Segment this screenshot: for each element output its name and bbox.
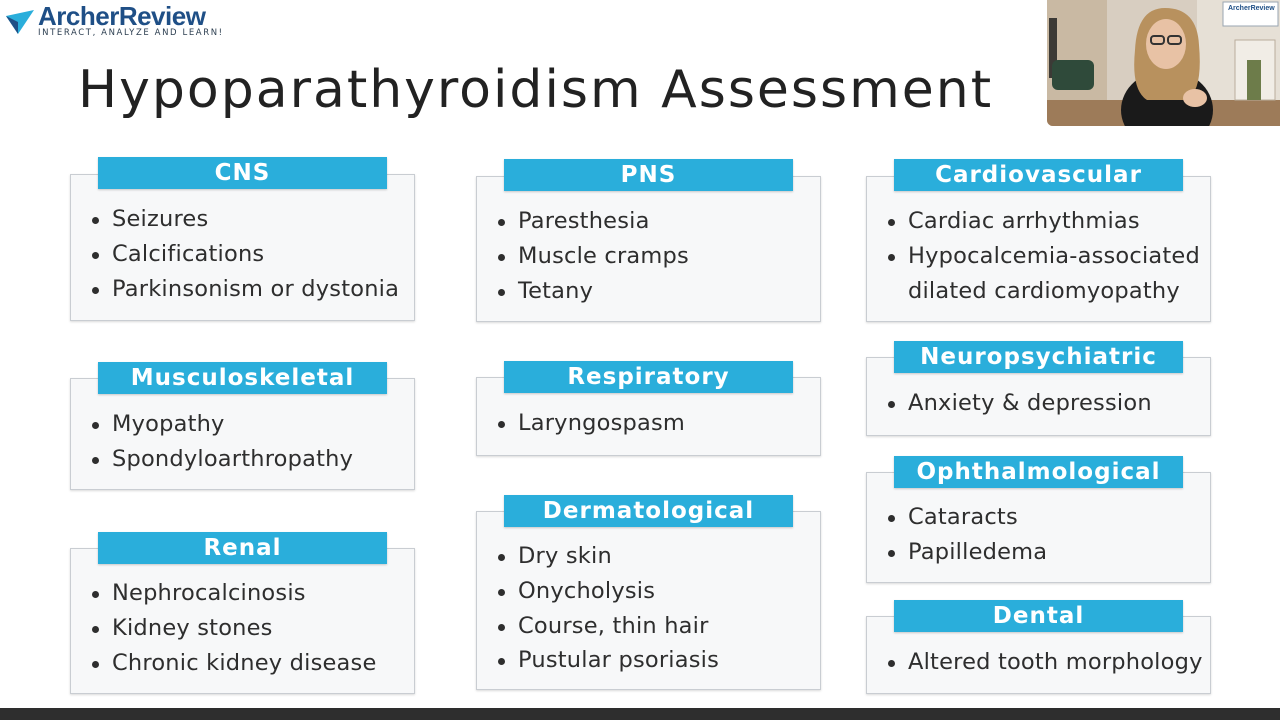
card-list-dental xyxy=(886,645,1203,680)
webcam-logo-text: ArcherReview xyxy=(1228,5,1275,12)
card-title-respiratory: Respiratory xyxy=(504,361,793,393)
list-item: Nephrocalcinosis xyxy=(90,576,377,611)
list-item: Tetany xyxy=(496,274,689,309)
list-item: Chronic kidney disease xyxy=(90,646,377,681)
card-list-dermatological xyxy=(496,539,719,678)
list-item: Spondyloarthropathy xyxy=(90,442,353,477)
card-list-musculoskeletal xyxy=(90,407,353,477)
card-title-dermatological: Dermatological xyxy=(504,495,793,527)
card-list-respiratory xyxy=(496,406,685,441)
card-list-neuropsychiatric xyxy=(886,386,1152,421)
list-item: Laryngospasm xyxy=(496,406,685,441)
list-item: Paresthesia xyxy=(496,204,689,239)
slide-title: Hypoparathyroidism Assessment xyxy=(78,60,994,120)
presenter-webcam xyxy=(1047,0,1280,126)
card-title-neuropsychiatric: Neuropsychiatric xyxy=(894,341,1183,373)
list-item: Anxiety & depression xyxy=(886,386,1152,421)
list-item: Onycholysis xyxy=(496,574,719,609)
list-item: Cardiac arrhythmias xyxy=(886,204,1200,239)
list-item: Kidney stones xyxy=(90,611,377,646)
card-list-pns xyxy=(496,204,689,308)
presenter-video-icon xyxy=(1047,0,1280,126)
list-item: Altered tooth morphology xyxy=(886,645,1203,680)
card-list-ophthalmological xyxy=(886,500,1047,570)
card-title-ophthalmological: Ophthalmological xyxy=(894,456,1183,488)
card-title-renal: Renal xyxy=(98,532,387,564)
card-title-dental: Dental xyxy=(894,600,1183,632)
card-list-renal xyxy=(90,576,377,680)
bottom-bar xyxy=(0,708,1280,720)
list-item: Cataracts xyxy=(886,500,1047,535)
list-item: Seizures xyxy=(90,202,399,237)
list-item: Muscle cramps xyxy=(496,239,689,274)
list-item: Parkinsonism or dystonia xyxy=(90,272,399,307)
list-item: dilated cardiomyopathy xyxy=(908,277,1180,304)
card-list-cns xyxy=(90,202,399,306)
archer-review-logo xyxy=(2,0,224,44)
list-item: Hypocalcemia-associated xyxy=(886,239,1200,274)
card-list-cardiovascular xyxy=(886,204,1200,308)
list-item: Dry skin xyxy=(496,539,719,574)
logo-brand-text: ArcherReview xyxy=(38,1,206,31)
list-item: Myopathy xyxy=(90,407,353,442)
list-item: Pustular psoriasis xyxy=(496,643,719,678)
logo-tagline: INTERACT, ANALYZE AND LEARN! xyxy=(38,28,224,38)
card-title-pns: PNS xyxy=(504,159,793,191)
list-item: Papilledema xyxy=(886,535,1047,570)
card-title-musculoskeletal: Musculoskeletal xyxy=(98,362,387,394)
list-item: Calcifications xyxy=(90,237,399,272)
card-title-cardiovascular: Cardiovascular xyxy=(894,159,1183,191)
arrow-logo-icon xyxy=(4,4,36,38)
card-title-cns: CNS xyxy=(98,157,387,189)
list-item: Course, thin hair xyxy=(496,609,719,644)
